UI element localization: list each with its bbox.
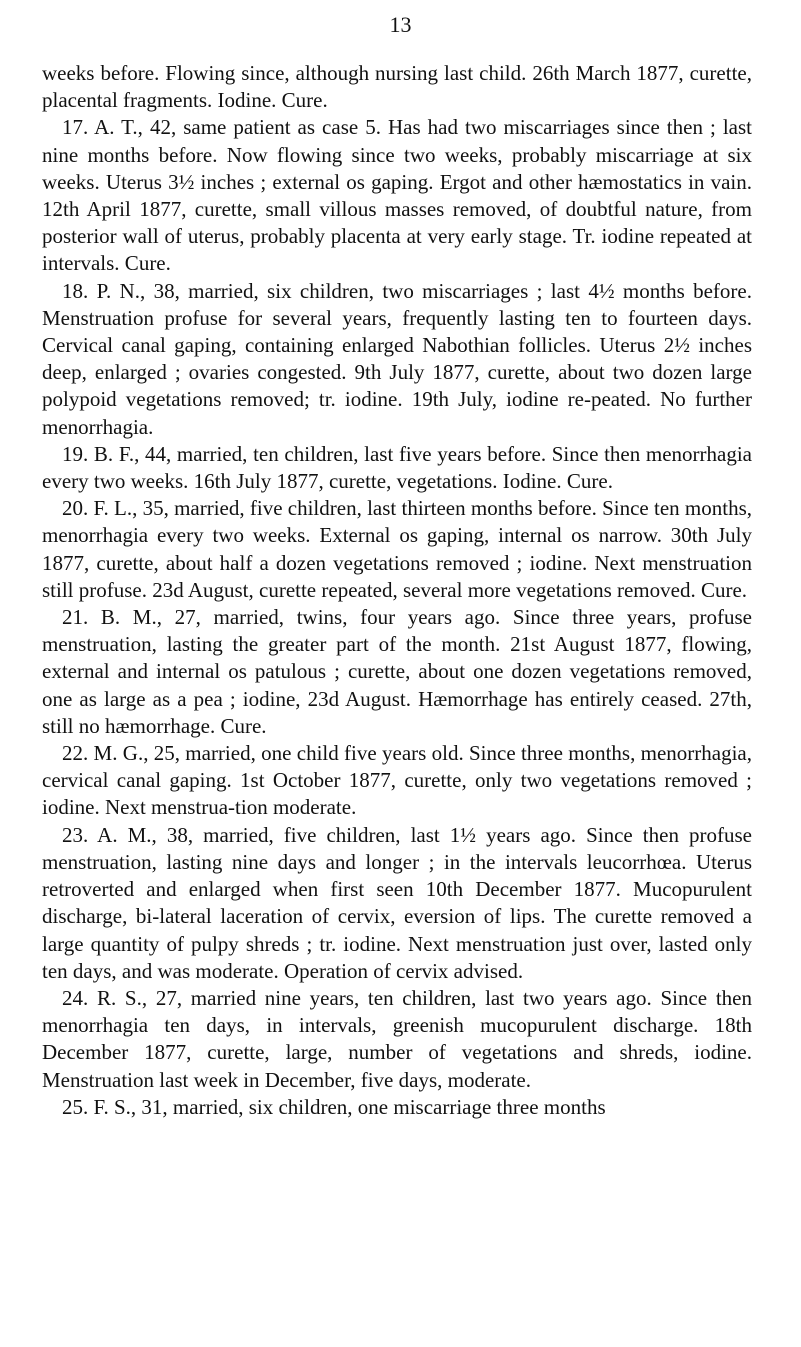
case-23-paragraph: 23. A. M., 38, married, five children, last 1½ years ago. Since then profuse menstruation, lasting nine days and longer ; in the intervals leucorrhœa. Uterus retroverted and enlarged when first seen 10th December 1877. Mucopurulent discharge, bi-lateral laceration of cervix, eversion of lips. The curette removed a large quantity of pulpy shreds ; tr. iodine. Next menstruation just over, lasted only ten days, and was moderate. Operation of cervix advised. — [42, 822, 752, 983]
case-24-paragraph: 24. R. S., 27, married nine years, ten children, last two years ago. Since then menorrhagia ten days, in intervals, greenish mucopurulent discharge. 18th December 1877, curette, large, number of vegetations and shreds, iodine. Menstruation last week in December, five days, moderate. — [42, 985, 752, 1092]
paragraph-continuation: weeks before. Flowing since, although nursing last child. 26th March 1877, curette, placental fragments. Iodine. Cure. — [42, 61, 752, 113]
case-22-paragraph: 22. M. G., 25, married, one child five years old. Since three months, menorrhagia, cervical canal gaping. 1st October 1877, curette, only two vegetations removed ; iodine. Next menstrua-tion moderate. — [42, 741, 752, 820]
body-text — [42, 60, 752, 1121]
page-number: 13 — [389, 12, 412, 37]
case-18-paragraph: 18. P. N., 38, married, six children, two miscarriages ; last 4½ months before. Menstruation profuse for several years, frequently lasting ten to fourteen days. Cervical canal gaping, containing enlarged Nabothian follicles. Uterus 2½ inches deep, enlarged ; ovaries congested. 9th July 1877, curette, about two dozen large polypoid vegetations removed; tr. iodine. 19th July, iodine re-peated. No further menorrhagia. — [42, 278, 752, 439]
case-19-paragraph: 19. B. F., 44, married, ten children, last five years before. Since then menorrhagia every two weeks. 16th July 1877, curette, vegetations. Iodine. Cure. — [42, 441, 752, 494]
case-21-paragraph: 21. B. M., 27, married, twins, four years ago. Since three years, profuse menstruation, lasting the greater part of the month. 21st August 1877, flowing, external and internal os patulous ; curette, about one dozen vegetations removed, one as large as a pea ; iodine, 23d August. Hæmorrhage has entirely ceased. 27th, still no hæmorrhage. Cure. — [42, 605, 752, 738]
case-17-paragraph: 17. A. T., 42, same patient as case 5. Has had two miscarriages since then ; last nine months before. Now flowing since two weeks, probably miscarriage at six weeks. Uterus 3½ inches ; external os gaping. Ergot and other hæmostatics in vain. 12th April 1877, curette, small villous masses removed, of doubtful nature, from posterior wall of uterus, probably placenta at very early stage. Tr. iodine repeated at intervals. Cure. — [42, 115, 752, 276]
case-25-paragraph: 25. F. S., 31, married, six children, one miscarriage three months — [62, 1094, 606, 1119]
case-20-paragraph: 20. F. L., 35, married, five children, last thirteen months before. Since ten months, menorrhagia every two weeks. External os gaping, internal os narrow. 30th July 1877, curette, about half a dozen vegetations removed ; iodine. Next menstruation still profuse. 23d August, curette repeated, several more vegetations removed. Cure. — [42, 496, 752, 602]
